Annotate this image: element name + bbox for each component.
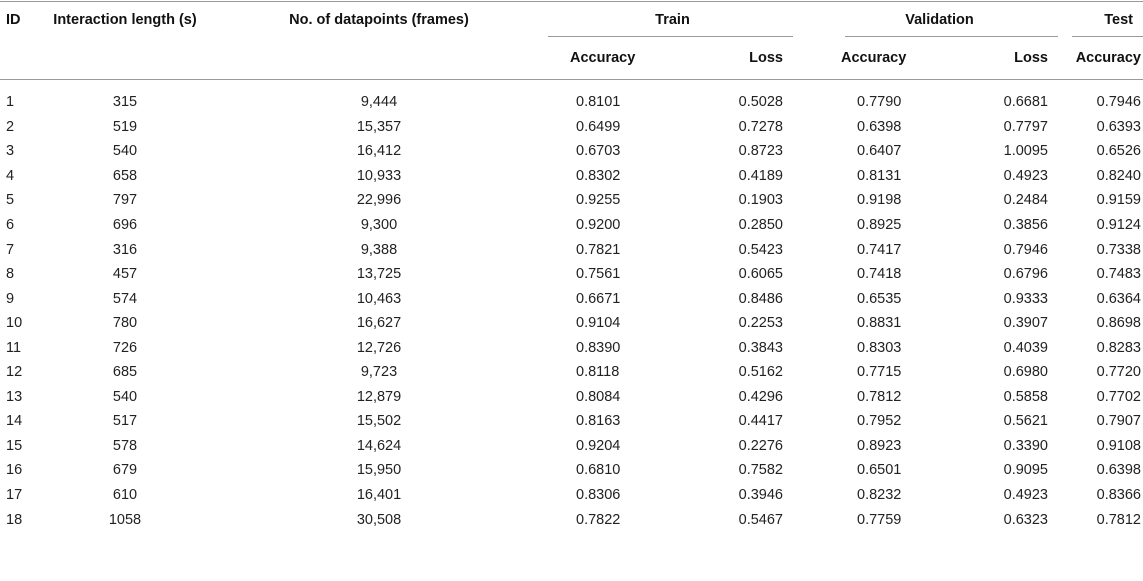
cell-train-loss: 0.5467 bbox=[738, 511, 783, 528]
cell-datapoints: 16,627 bbox=[356, 315, 402, 332]
cell-train-accuracy: 0.8118 bbox=[576, 364, 620, 381]
cell-datapoints: 15,357 bbox=[356, 118, 402, 135]
cell-train-loss: 0.4189 bbox=[738, 167, 783, 184]
cell-interaction-length: 540 bbox=[112, 388, 138, 405]
header-train: Train bbox=[655, 11, 690, 28]
cell-train-loss: 0.7278 bbox=[738, 118, 783, 135]
header-test-group bbox=[1062, 2, 1143, 37]
cell-id: 2 bbox=[6, 118, 15, 135]
body-spacer-cell bbox=[0, 80, 1143, 91]
cell-train-accuracy: 0.8302 bbox=[576, 167, 621, 184]
cell-train-loss: 0.3946 bbox=[738, 487, 783, 504]
cell-validation-loss: 0.4039 bbox=[1003, 339, 1048, 356]
cell-interaction-length: 315 bbox=[112, 94, 138, 111]
cell-interaction-length: 679 bbox=[112, 462, 138, 479]
header-row-2 bbox=[0, 37, 1143, 80]
header-validation: Validation bbox=[905, 11, 974, 28]
cell-test-accuracy: 0.6526 bbox=[1096, 143, 1141, 160]
cell-test-accuracy: 0.7702 bbox=[1096, 388, 1141, 405]
header-interaction-length: Interaction length (s) bbox=[53, 11, 197, 28]
cell-validation-accuracy: 0.7417 bbox=[857, 241, 902, 258]
cell-interaction-length: 316 bbox=[112, 241, 138, 258]
cell-interaction-length: 574 bbox=[112, 290, 138, 307]
cell-validation-accuracy: 0.7715 bbox=[857, 364, 902, 381]
cell-id: 12 bbox=[6, 364, 23, 381]
header-validation-group bbox=[797, 2, 1062, 37]
cell-test-accuracy: 0.8366 bbox=[1096, 487, 1141, 504]
cell-train-loss: 0.3843 bbox=[738, 339, 783, 356]
cell-validation-accuracy: 0.8925 bbox=[857, 217, 902, 233]
cell-validation-accuracy: 0.7759 bbox=[857, 511, 902, 528]
cell-train-loss: 0.5028 bbox=[738, 94, 783, 111]
table-row bbox=[0, 237, 1143, 262]
table-row bbox=[0, 262, 1143, 287]
cell-interaction-length: 457 bbox=[112, 266, 138, 283]
table-row bbox=[0, 360, 1143, 385]
header-row-1 bbox=[0, 2, 1143, 37]
cell-validation-loss: 0.7797 bbox=[1003, 118, 1048, 135]
cell-train-loss: 0.7582 bbox=[738, 462, 783, 479]
cell-id: 4 bbox=[6, 167, 15, 184]
cell-train-accuracy: 0.9104 bbox=[576, 315, 621, 332]
cell-validation-accuracy: 0.6398 bbox=[857, 118, 902, 135]
body-spacer bbox=[0, 80, 1143, 91]
cell-train-loss: 0.5162 bbox=[738, 364, 783, 381]
cell-train-accuracy: 0.9200 bbox=[576, 217, 621, 233]
cell-test-accuracy: 0.7338 bbox=[1096, 241, 1141, 258]
cell-validation-loss: 0.2484 bbox=[1003, 192, 1048, 209]
cell-interaction-length: 780 bbox=[112, 315, 138, 332]
cell-interaction-length: 797 bbox=[112, 192, 138, 209]
cell-validation-loss: 0.3856 bbox=[1003, 217, 1048, 233]
cell-train-accuracy: 0.8390 bbox=[576, 339, 621, 356]
table-row bbox=[0, 213, 1143, 238]
cell-id: 8 bbox=[6, 266, 15, 283]
cell-interaction-length: 610 bbox=[112, 487, 138, 504]
cell-id: 11 bbox=[6, 339, 22, 356]
cell-validation-loss: 0.4923 bbox=[1003, 167, 1048, 184]
cell-validation-loss: 0.9095 bbox=[1003, 462, 1048, 479]
table-body bbox=[0, 80, 1143, 532]
cell-train-accuracy: 0.7822 bbox=[576, 511, 621, 528]
cell-test-accuracy: 0.6393 bbox=[1096, 118, 1141, 135]
table-row bbox=[0, 139, 1143, 164]
header-spacer-datapoints bbox=[240, 37, 540, 80]
cell-id: 17 bbox=[6, 487, 23, 504]
cell-validation-accuracy: 0.8831 bbox=[857, 315, 902, 332]
cell-validation-accuracy: 0.8131 bbox=[857, 167, 902, 184]
cell-id: 9 bbox=[6, 290, 15, 307]
cell-validation-loss: 0.7946 bbox=[1003, 241, 1048, 258]
cell-interaction-length: 726 bbox=[112, 339, 138, 356]
cell-test-accuracy: 0.8283 bbox=[1096, 339, 1141, 356]
cell-validation-accuracy: 0.6535 bbox=[857, 290, 902, 307]
header-validation-accuracy: Accuracy bbox=[841, 50, 907, 66]
table-row bbox=[0, 335, 1143, 360]
cell-validation-accuracy: 0.7418 bbox=[857, 266, 902, 283]
cell-datapoints: 9,723 bbox=[360, 364, 398, 381]
table-row bbox=[0, 164, 1143, 189]
cell-datapoints: 14,624 bbox=[356, 437, 402, 454]
cell-interaction-length: 658 bbox=[112, 167, 138, 184]
cell-interaction-length: 540 bbox=[112, 143, 138, 160]
cell-datapoints: 10,463 bbox=[356, 290, 402, 307]
cell-interaction-length: 519 bbox=[112, 118, 138, 135]
cell-train-accuracy: 0.6810 bbox=[576, 462, 621, 479]
cell-validation-loss: 0.6796 bbox=[1003, 266, 1048, 283]
cell-test-accuracy: 0.8698 bbox=[1096, 315, 1141, 332]
header-train-accuracy: Accuracy bbox=[570, 50, 636, 66]
table-row bbox=[0, 311, 1143, 336]
results-table bbox=[0, 2, 1143, 532]
cell-id: 14 bbox=[6, 413, 23, 430]
cell-test-accuracy: 0.7946 bbox=[1096, 94, 1141, 111]
cell-train-loss: 0.2850 bbox=[738, 217, 783, 233]
cell-validation-loss: 0.9333 bbox=[1003, 290, 1048, 307]
cell-validation-accuracy: 0.6407 bbox=[857, 143, 902, 160]
cell-id: 1 bbox=[6, 94, 15, 111]
header-id: ID bbox=[6, 11, 21, 28]
cell-datapoints: 9,388 bbox=[360, 241, 398, 258]
cell-interaction-length: 685 bbox=[112, 364, 138, 381]
cell-validation-loss: 1.0095 bbox=[1003, 143, 1048, 160]
test-underline bbox=[1072, 36, 1143, 37]
cell-id: 6 bbox=[6, 217, 15, 233]
cell-train-accuracy: 0.8101 bbox=[576, 94, 621, 111]
cell-datapoints: 16,412 bbox=[356, 143, 402, 160]
cell-validation-accuracy: 0.8232 bbox=[857, 487, 902, 504]
validation-underline bbox=[845, 36, 1058, 37]
cell-train-accuracy: 0.6499 bbox=[576, 118, 621, 135]
table-row bbox=[0, 483, 1143, 508]
cell-validation-loss: 0.5858 bbox=[1003, 388, 1048, 405]
cell-validation-loss: 0.4923 bbox=[1003, 487, 1048, 504]
cell-validation-loss: 0.6323 bbox=[1003, 511, 1048, 528]
header-validation-loss: Loss bbox=[1014, 50, 1048, 66]
cell-id: 13 bbox=[6, 388, 23, 405]
cell-datapoints: 13,725 bbox=[356, 266, 402, 283]
table-row bbox=[0, 458, 1143, 483]
cell-train-loss: 0.4296 bbox=[738, 388, 783, 405]
header-test: Test bbox=[1104, 11, 1133, 28]
header-test-accuracy: Accuracy bbox=[1075, 50, 1141, 66]
cell-datapoints: 22,996 bbox=[356, 192, 402, 209]
cell-train-loss: 0.4417 bbox=[738, 413, 783, 430]
cell-train-loss: 0.8486 bbox=[738, 290, 783, 307]
cell-datapoints: 9,300 bbox=[360, 217, 398, 233]
cell-train-accuracy: 0.8306 bbox=[576, 487, 621, 504]
cell-train-loss: 0.1903 bbox=[738, 192, 783, 209]
cell-validation-accuracy: 0.9198 bbox=[857, 192, 902, 209]
cell-datapoints: 12,726 bbox=[356, 339, 402, 356]
cell-id: 5 bbox=[6, 192, 15, 209]
cell-train-accuracy: 0.9204 bbox=[576, 437, 621, 454]
cell-test-accuracy: 0.9159 bbox=[1096, 192, 1141, 209]
cell-train-accuracy: 0.9255 bbox=[576, 192, 621, 209]
cell-test-accuracy: 0.6398 bbox=[1096, 462, 1141, 479]
cell-train-loss: 0.5423 bbox=[738, 241, 783, 258]
cell-train-accuracy: 0.8163 bbox=[576, 413, 621, 430]
cell-test-accuracy: 0.9108 bbox=[1096, 437, 1141, 454]
table-row bbox=[0, 507, 1143, 532]
table-row bbox=[0, 286, 1143, 311]
table-row bbox=[0, 409, 1143, 434]
cell-validation-accuracy: 0.7790 bbox=[857, 94, 902, 111]
train-underline bbox=[548, 36, 793, 37]
cell-validation-accuracy: 0.8303 bbox=[857, 339, 902, 356]
cell-train-loss: 0.2253 bbox=[738, 315, 783, 332]
header-datapoints: No. of datapoints (frames) bbox=[289, 11, 469, 28]
cell-id: 3 bbox=[6, 143, 15, 160]
cell-train-loss: 0.8723 bbox=[738, 143, 783, 160]
cell-validation-loss: 0.3390 bbox=[1003, 437, 1048, 454]
cell-test-accuracy: 0.8240 bbox=[1096, 167, 1141, 184]
cell-id: 18 bbox=[6, 511, 23, 528]
cell-datapoints: 9,444 bbox=[360, 94, 398, 111]
cell-datapoints: 30,508 bbox=[356, 511, 402, 528]
cell-train-accuracy: 0.7561 bbox=[576, 266, 621, 283]
cell-train-accuracy: 0.6703 bbox=[576, 143, 621, 160]
cell-interaction-length: 578 bbox=[112, 437, 138, 454]
cell-validation-loss: 0.5621 bbox=[1003, 413, 1048, 430]
header-spacer-id bbox=[0, 37, 40, 80]
table-header bbox=[0, 2, 1143, 80]
cell-test-accuracy: 0.7720 bbox=[1096, 364, 1141, 381]
cell-interaction-length: 517 bbox=[112, 413, 138, 430]
cell-datapoints: 15,950 bbox=[356, 462, 402, 479]
cell-datapoints: 10,933 bbox=[356, 167, 402, 184]
cell-validation-loss: 0.6681 bbox=[1003, 94, 1048, 111]
table-row bbox=[0, 434, 1143, 459]
cell-validation-loss: 0.3907 bbox=[1003, 315, 1048, 332]
table-row bbox=[0, 385, 1143, 410]
header-train-loss: Loss bbox=[749, 50, 783, 66]
cell-validation-accuracy: 0.7812 bbox=[857, 388, 902, 405]
table-row bbox=[0, 115, 1143, 140]
cell-train-loss: 0.6065 bbox=[738, 266, 783, 283]
header-train-group bbox=[540, 2, 797, 37]
cell-test-accuracy: 0.7483 bbox=[1096, 266, 1141, 283]
cell-test-accuracy: 0.7907 bbox=[1096, 413, 1141, 430]
cell-train-accuracy: 0.6671 bbox=[576, 290, 621, 307]
cell-validation-accuracy: 0.8923 bbox=[857, 437, 902, 454]
cell-id: 10 bbox=[6, 315, 23, 332]
cell-interaction-length: 1058 bbox=[108, 511, 142, 528]
cell-train-accuracy: 0.7821 bbox=[576, 241, 621, 258]
header-spacer-interaction bbox=[40, 37, 240, 80]
cell-test-accuracy: 0.7812 bbox=[1096, 511, 1141, 528]
table-row bbox=[0, 188, 1143, 213]
cell-datapoints: 12,879 bbox=[356, 388, 402, 405]
table-row bbox=[0, 90, 1143, 115]
cell-id: 7 bbox=[6, 241, 15, 258]
cell-train-accuracy: 0.8084 bbox=[576, 388, 621, 405]
cell-datapoints: 15,502 bbox=[356, 413, 402, 430]
cell-test-accuracy: 0.6364 bbox=[1096, 290, 1141, 307]
cell-validation-accuracy: 0.6501 bbox=[857, 462, 902, 479]
cell-validation-accuracy: 0.7952 bbox=[857, 413, 902, 430]
cell-validation-loss: 0.6980 bbox=[1003, 364, 1048, 381]
cell-interaction-length: 696 bbox=[112, 217, 138, 233]
cell-train-loss: 0.2276 bbox=[738, 437, 783, 454]
cell-id: 15 bbox=[6, 437, 23, 454]
cell-id: 16 bbox=[6, 462, 23, 479]
cell-datapoints: 16,401 bbox=[356, 487, 402, 504]
cell-test-accuracy: 0.9124 bbox=[1096, 217, 1141, 233]
